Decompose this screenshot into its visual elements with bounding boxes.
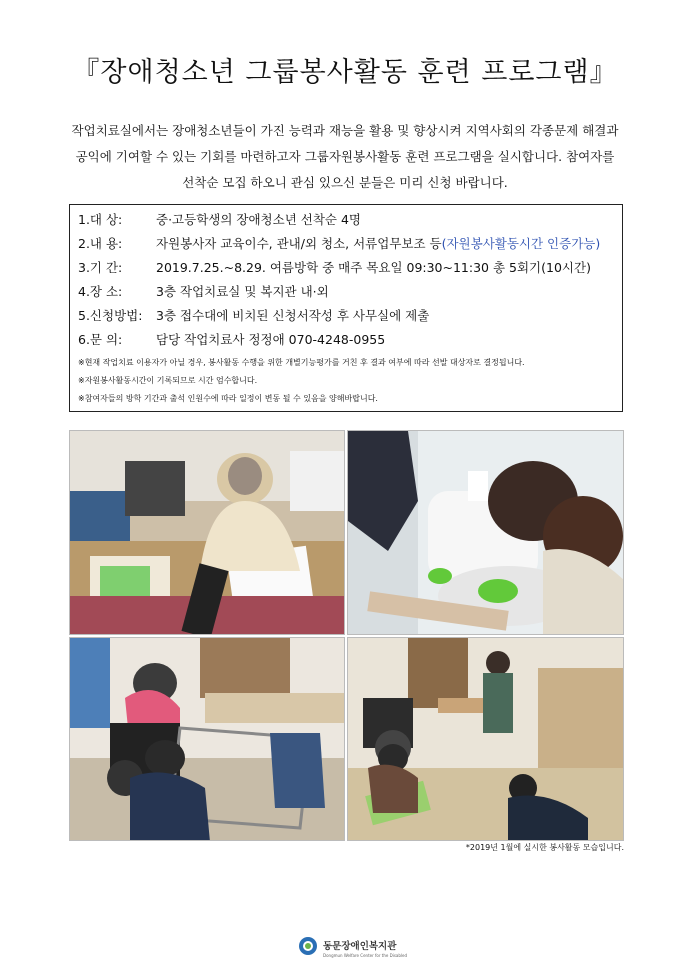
intro-line: 공익에 기여할 수 있는 기회를 마련하고자 그룹자원봉사활동 훈련 프로그램을 실시합니다. 참여자를 bbox=[75, 149, 615, 164]
intro-paragraph bbox=[60, 118, 630, 196]
photo-collage bbox=[69, 430, 624, 841]
photo-student-desk bbox=[69, 430, 345, 635]
info-row-contact bbox=[78, 328, 612, 352]
info-label: 5.신청방법: bbox=[78, 308, 143, 323]
photo-caption: *2019년 1월에 실시한 봉사활동 모습입니다. bbox=[465, 843, 624, 852]
note-line: ※참여자들의 방학 기간과 출석 인원수에 따라 일정이 변동 될 수 있음을 양해바랍니다. bbox=[78, 394, 378, 403]
info-row-content bbox=[78, 232, 612, 256]
program-info-box bbox=[69, 204, 623, 412]
note-line: ※자원봉사활동시간이 기록되므로 시간 엄수합니다. bbox=[78, 376, 258, 385]
info-value: 3층 작업치료실 및 복지관 내·외 bbox=[156, 284, 329, 299]
info-row-period bbox=[78, 256, 612, 280]
info-label: 4.장 소: bbox=[78, 284, 123, 299]
intro-line: 작업치료실에서는 장애청소년들이 가진 능력과 재능을 활용 및 향상시켜 지역사회의 각종문제 해결과 bbox=[71, 123, 619, 138]
photo-sink-washing bbox=[347, 430, 624, 635]
info-highlight: (자원봉사활동시간 인증가능) bbox=[441, 236, 601, 251]
org-subname: Dongmun Welfare Center for the Disabled bbox=[323, 953, 407, 958]
info-value: 담당 작업치료사 정정애 070-4248-0955 bbox=[156, 332, 386, 347]
info-value: 중·고등학생의 장애청소년 선착순 4명 bbox=[156, 212, 361, 227]
info-label: 6.문 의: bbox=[78, 332, 123, 347]
info-label: 3.기 간: bbox=[78, 260, 123, 275]
photo-drying-rack bbox=[69, 637, 345, 841]
photo-room-cleaning bbox=[347, 637, 624, 841]
org-name: 동문장애인복지관 bbox=[323, 941, 397, 952]
org-logo-icon bbox=[298, 936, 318, 956]
info-label: 2.내 용: bbox=[78, 236, 123, 251]
info-row-target bbox=[78, 208, 612, 232]
info-label: 1.대 상: bbox=[78, 212, 123, 227]
info-row-place bbox=[78, 280, 612, 304]
page-title: 『장애청소년 그룹봉사활동 훈련 프로그램』 bbox=[72, 57, 618, 88]
org-logo bbox=[298, 934, 407, 958]
info-value: 3층 접수대에 비치된 신청서작성 후 사무실에 제출 bbox=[156, 308, 430, 323]
note-line: ※현재 작업치료 이용자가 아닐 경우, 봉사활동 수행을 위한 개별기능평가를 거친 후 결과 여부에 따라 선발 대상자로 결정됩니다. bbox=[78, 358, 525, 367]
intro-line: 선착순 모집 하오니 관심 있으신 분들은 미리 신청 바랍니다. bbox=[182, 175, 508, 190]
info-value: 자원봉사자 교육이수, 관내/외 청소, 서류업무보조 등 bbox=[156, 236, 442, 251]
info-row-apply bbox=[78, 304, 612, 328]
info-value: 2019.7.25.~8.29. 여름방학 중 매주 목요일 09:30~11:30 총 5회기(10시간) bbox=[156, 260, 591, 275]
notes bbox=[78, 354, 612, 408]
